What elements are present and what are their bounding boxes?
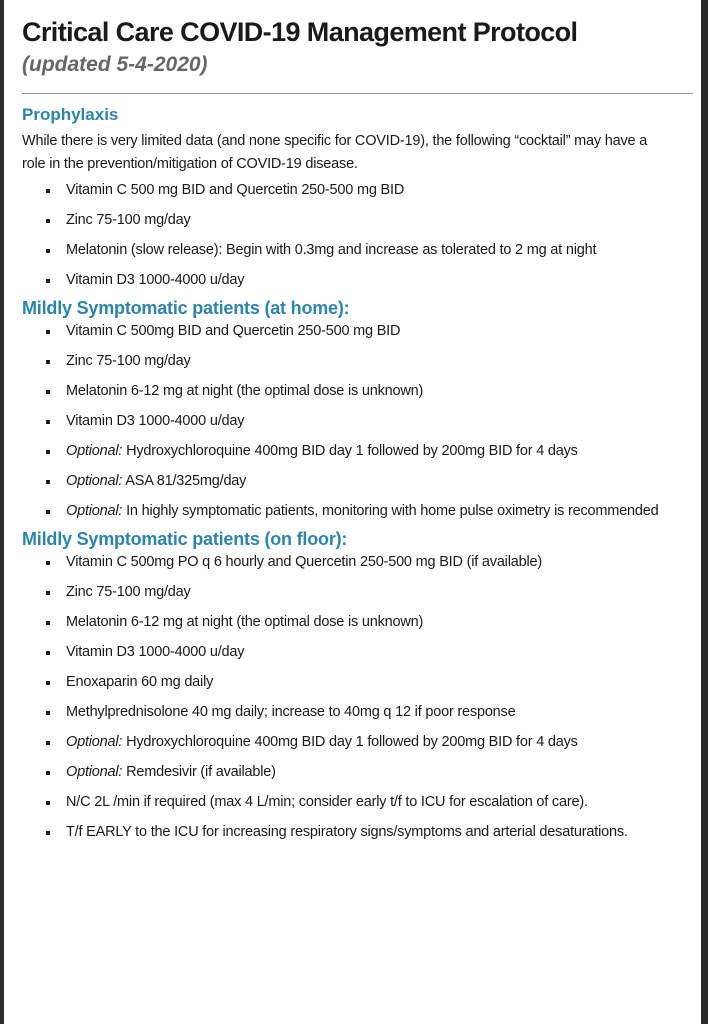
list-item-text: Vitamin D3 1000-4000 u/day — [66, 272, 245, 288]
document-page — [4, 0, 701, 1024]
list-item — [22, 380, 701, 403]
bullet-icon — [46, 480, 50, 484]
list-item — [22, 470, 701, 493]
list-item — [22, 551, 701, 574]
list-item — [22, 791, 701, 814]
list-item-text: Hydroxychloroquine 400mg BID day 1 followed by 200mg BID for 4 days — [122, 443, 578, 459]
list-item-text: Enoxaparin 60 mg daily — [66, 674, 214, 690]
list-item — [22, 671, 701, 694]
bullet-icon — [46, 360, 50, 364]
list-item — [22, 239, 701, 262]
section-heading: Mildly Symptomatic patients (at home): — [22, 298, 350, 318]
list-item — [22, 641, 701, 664]
bullet-icon — [46, 681, 50, 685]
optional-label: Optional: — [66, 764, 123, 780]
list-item-text: T/f EARLY to the ICU for increasing respiratory signs/symptoms and arterial desaturations. — [66, 824, 628, 840]
bullet-icon — [46, 450, 50, 454]
list-item-text: Melatonin (slow release): Begin with 0.3mg and increase as tolerated to 2 mg at night — [66, 242, 597, 258]
optional-label: Optional: — [66, 503, 123, 519]
list-item — [22, 350, 701, 373]
list-item-text: Remdesivir (if available) — [122, 764, 276, 780]
list-item — [22, 269, 701, 292]
page-title: Critical Care COVID-19 Management Protocol — [22, 17, 578, 47]
list-item — [22, 500, 701, 523]
list-item — [22, 179, 701, 202]
list-item — [22, 440, 701, 463]
optional-label: Optional: — [66, 473, 123, 489]
list-item — [22, 410, 701, 433]
section-prophylaxis — [22, 104, 701, 292]
bullet-icon — [46, 330, 50, 334]
list-item-text: N/C 2L /min if required (max 4 L/min; consider early t/f to ICU for escalation of care). — [66, 794, 588, 810]
list-item — [22, 731, 701, 754]
list-item-text: In highly symptomatic patients, monitoring with home pulse oximetry is recommended — [122, 503, 659, 519]
bullet-icon — [46, 561, 50, 565]
list-item — [22, 611, 701, 634]
list-item-text: Vitamin D3 1000-4000 u/day — [66, 644, 245, 660]
list-item — [22, 320, 701, 343]
section-heading: Prophylaxis — [22, 105, 119, 124]
section-intro: While there is very limited data (and none specific for COVID-19), the following “cocktail” may have a role in the prevention/mitigation of COVID-19 disease. — [22, 133, 648, 172]
bullet-icon — [46, 279, 50, 283]
bullet-icon — [46, 591, 50, 595]
bullet-icon — [46, 711, 50, 715]
list-item-text: Zinc 75-100 mg/day — [66, 353, 191, 369]
bullet-icon — [46, 510, 50, 514]
section-mild-on-floor — [22, 527, 701, 844]
list-item-text: Vitamin C 500 mg BID and Quercetin 250-500 mg BID — [66, 182, 405, 198]
list-item-text: Methylprednisolone 40 mg daily; increase to 40mg q 12 if poor response — [66, 704, 516, 720]
bullet-icon — [46, 249, 50, 253]
list-item-text: Zinc 75-100 mg/day — [66, 212, 191, 228]
list-item — [22, 581, 701, 604]
list-item-text: Vitamin D3 1000-4000 u/day — [66, 413, 245, 429]
section-mild-at-home — [22, 296, 701, 523]
bullet-list — [22, 179, 701, 292]
list-item-text: Melatonin 6-12 mg at night (the optimal dose is unknown) — [66, 614, 424, 630]
bullet-icon — [46, 771, 50, 775]
header-divider — [22, 93, 693, 94]
list-item — [22, 209, 701, 232]
bullet-list — [22, 551, 701, 844]
bullet-icon — [46, 831, 50, 835]
optional-label: Optional: — [66, 443, 123, 459]
section-heading: Mildly Symptomatic patients (on floor): — [22, 529, 348, 549]
bullet-icon — [46, 219, 50, 223]
list-item — [22, 821, 701, 844]
list-item-text: Melatonin 6-12 mg at night (the optimal dose is unknown) — [66, 383, 424, 399]
list-item-text: ASA 81/325mg/day — [122, 473, 247, 489]
bullet-icon — [46, 651, 50, 655]
bullet-icon — [46, 741, 50, 745]
list-item-text: Vitamin C 500mg PO q 6 hourly and Quercetin 250-500 mg BID (if available) — [66, 554, 542, 570]
list-item-text: Zinc 75-100 mg/day — [66, 584, 191, 600]
bullet-icon — [46, 801, 50, 805]
bullet-icon — [46, 621, 50, 625]
list-item — [22, 701, 701, 724]
bullet-icon — [46, 189, 50, 193]
bullet-icon — [46, 390, 50, 394]
list-item-text: Vitamin C 500mg BID and Quercetin 250-500 mg BID — [66, 323, 401, 339]
list-item — [22, 761, 701, 784]
page-subtitle: (updated 5-4-2020) — [22, 53, 208, 76]
bullet-list — [22, 320, 701, 523]
list-item-text: Hydroxychloroquine 400mg BID day 1 followed by 200mg BID for 4 days — [122, 734, 578, 750]
bullet-icon — [46, 420, 50, 424]
optional-label: Optional: — [66, 734, 123, 750]
